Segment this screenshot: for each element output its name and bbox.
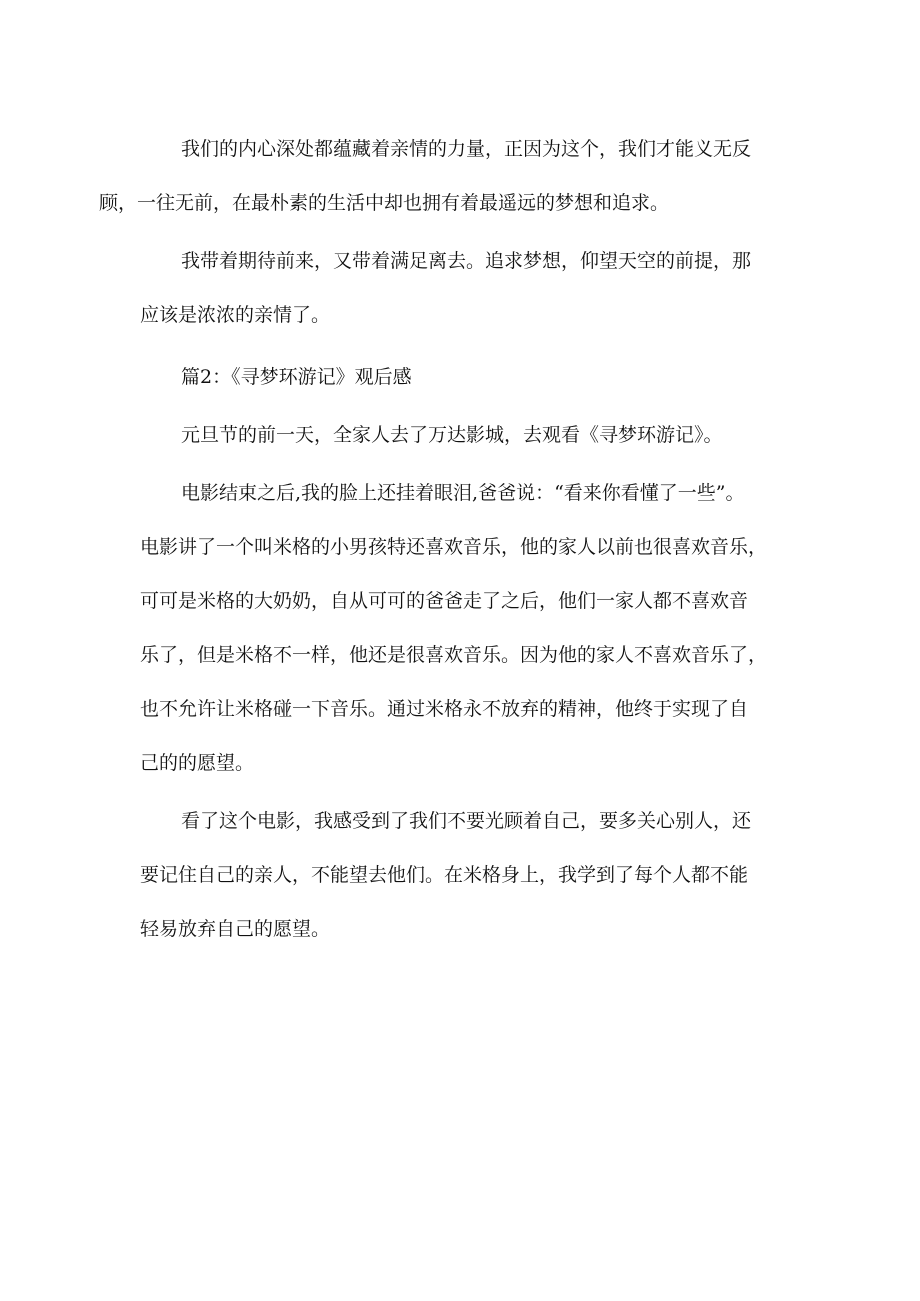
paragraph-1 [99, 122, 790, 230]
paragraph-4 [140, 466, 790, 790]
paragraph-line: 顾，一往无前，在最朴素的生活中却也拥有着最遥远的梦想和追求。 [99, 192, 670, 214]
paragraph-line: 我们的内心深处都蕴藏着亲情的力量，正因为这个，我们才能义无反 [181, 138, 752, 160]
paragraph-line: 乐了，但是米格不一样，他还是很喜欢音乐。因为他的家人不喜欢音乐了， [140, 644, 768, 666]
paragraph-line: 元旦节的前一天，全家人去了万达影城，去观看《寻梦环游记》。 [181, 424, 723, 446]
paragraph-line: 要记住自己的亲人，不能望去他们。在米格身上，我学到了每个人都不能 [140, 864, 749, 886]
paragraph-line: 看了这个电影，我感受到了我们不要光顾着自己，要多关心别人，还 [181, 810, 752, 832]
document-body [99, 122, 790, 956]
paragraph-line: 轻易放弃自己的愿望。 [140, 918, 331, 940]
paragraph-line: 电影讲了一个叫米格的小男孩特还喜欢音乐，他的家人以前也很喜欢音乐， [140, 536, 768, 558]
paragraph-line: 我带着期待前来，又带着满足离去。追求梦想，仰望天空的前提，那 [181, 250, 752, 272]
paragraph-3 [140, 408, 790, 462]
paragraph-line: 电影结束之后,我的脸上还挂着眼泪,爸爸说：“看来你看懂了一些”。 [181, 482, 745, 504]
paragraph-2 [140, 234, 790, 342]
paragraph-line: 可可是米格的大奶奶，自从可可的爸爸走了之后，他们一家人都不喜欢音 [140, 590, 749, 612]
paragraph-line: 己的的愿望。 [140, 752, 255, 774]
paragraph-line: 应该是浓浓的亲情了。 [140, 304, 331, 326]
paragraph-line: 也不允许让米格碰一下音乐。通过米格永不放弃的精神，他终于实现了自 [140, 698, 749, 720]
paragraph-5 [140, 794, 790, 956]
section-heading: 篇2：《寻梦环游记》观后感 [181, 366, 412, 388]
